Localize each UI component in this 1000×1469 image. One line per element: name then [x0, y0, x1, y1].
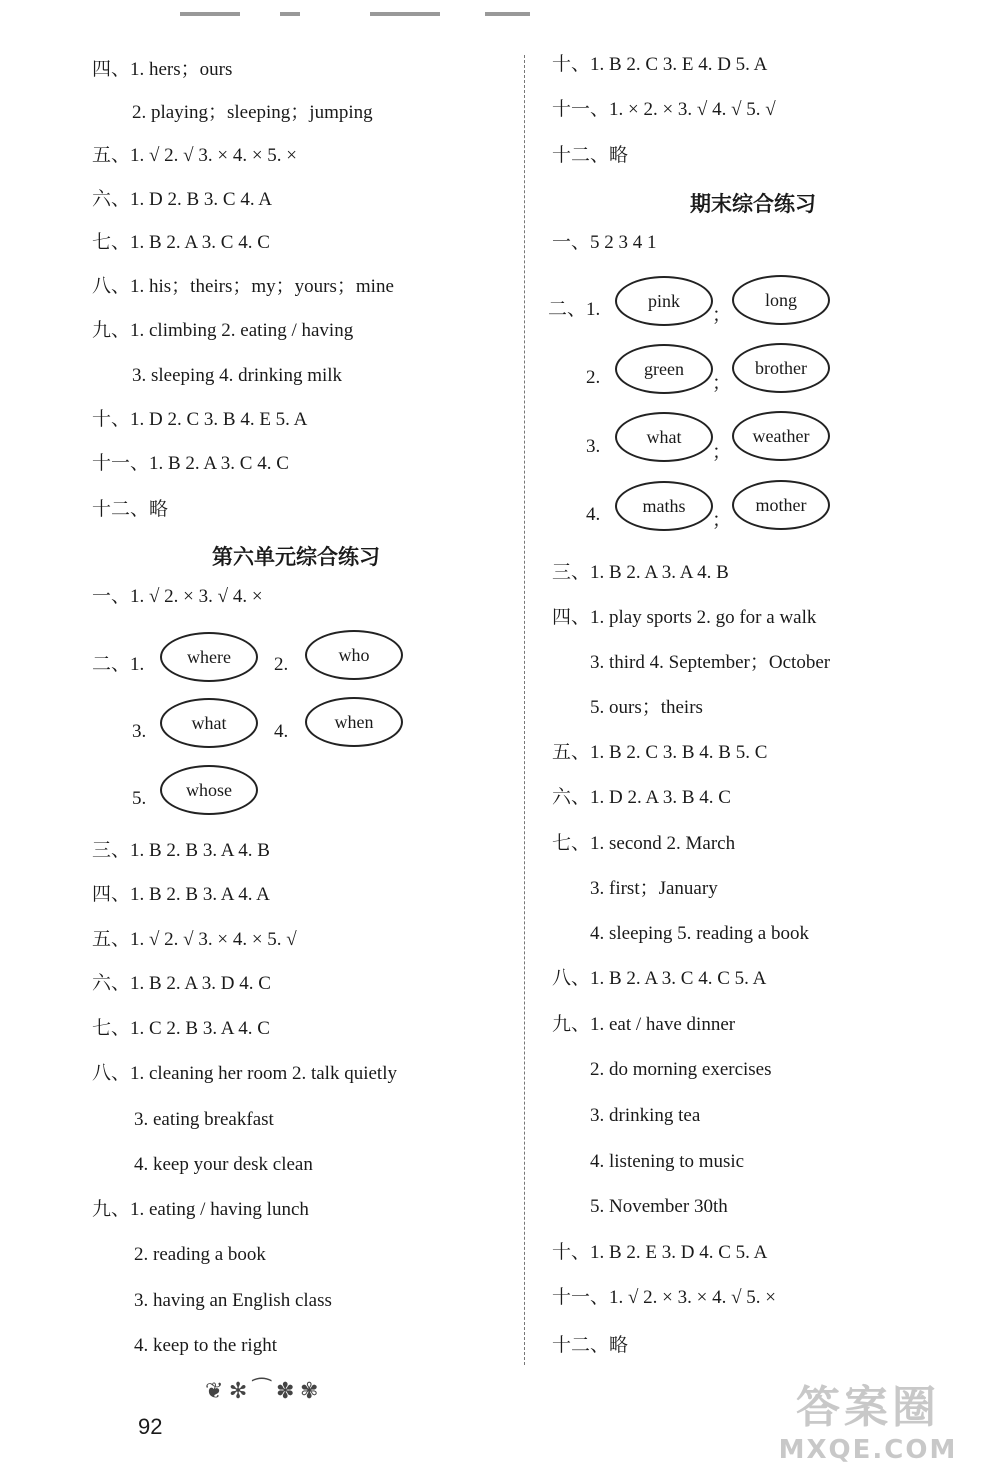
separator: ； — [712, 510, 732, 531]
circled-word: whose — [160, 765, 258, 815]
top-decoration — [370, 12, 440, 16]
answer-line: 十、1. B 2. E 3. D 4. C 5. A — [552, 1242, 768, 1263]
circled-word: maths — [615, 481, 713, 531]
separator: ； — [712, 305, 732, 326]
answer-line: 七、1. C 2. B 3. A 4. C — [92, 1018, 270, 1039]
answer-line: 3. third 4. September；October — [590, 652, 831, 673]
answer-line: 四、1. play sports 2. go for a walk — [552, 607, 817, 628]
answer-line: 九、1. climbing 2. eating / having — [92, 320, 354, 341]
circled-word: what — [160, 698, 258, 748]
answer-line: 4. sleeping 5. reading a book — [590, 923, 809, 944]
question-label: 二、1. — [548, 299, 601, 320]
answer-line: 3. sleeping 4. drinking milk — [132, 365, 343, 386]
answer-line: 五、1. B 2. C 3. B 4. B 5. C — [552, 742, 768, 763]
question-label: 4. — [274, 721, 289, 742]
watermark-url: MXQE.COM — [778, 1435, 958, 1465]
answer-line: 2. playing；sleeping；jumping — [132, 102, 373, 123]
section-title: 期末综合练习 — [690, 192, 816, 216]
watermark-title: 答案圈 — [796, 1382, 940, 1433]
question-label: 2. — [586, 367, 601, 388]
answer-line: 八、1. B 2. A 3. C 4. C 5. A — [552, 968, 767, 989]
answer-line: 八、1. cleaning her room 2. talk quietly — [92, 1063, 397, 1084]
answer-line: 2. reading a book — [134, 1244, 266, 1265]
answer-line: 5. ours；theirs — [590, 697, 703, 718]
answer-line: 九、1. eat / have dinner — [552, 1014, 736, 1035]
leaf-decoration-icon: ❦ ✻ ⁀ ✽ ✾ — [205, 1378, 319, 1403]
circled-word: who — [305, 630, 403, 680]
answer-line: 3. having an English class — [134, 1290, 332, 1311]
answer-line: 3. first；January — [590, 878, 718, 899]
answer-line: 四、1. B 2. B 3. A 4. A — [92, 884, 270, 905]
question-label: 4. — [586, 504, 601, 525]
answer-line: 六、1. B 2. A 3. D 4. C — [92, 973, 271, 994]
answer-line: 十、1. B 2. C 3. E 4. D 5. A — [552, 54, 768, 75]
answer-line: 六、1. D 2. B 3. C 4. A — [92, 189, 272, 210]
question-label: 5. — [132, 788, 147, 809]
circled-word: where — [160, 632, 258, 682]
answer-line: 3. eating breakfast — [134, 1109, 274, 1130]
question-label: 2. — [274, 654, 289, 675]
circled-word: green — [615, 344, 713, 394]
answer-line: 五、1. √ 2. √ 3. × 4. × 5. × — [92, 145, 298, 166]
answer-line: 十、1. D 2. C 3. B 4. E 5. A — [92, 409, 308, 430]
answer-line: 十一、1. × 2. × 3. √ 4. √ 5. √ — [552, 99, 776, 120]
answer-line: 一、1. √ 2. × 3. √ 4. × — [92, 586, 263, 607]
watermark — [748, 1371, 988, 1463]
answer-line: 3. drinking tea — [590, 1105, 701, 1126]
answer-line: 三、1. B 2. A 3. A 4. B — [552, 562, 729, 583]
answer-line: 八、1. his；theirs；my；yours；mine — [92, 276, 394, 297]
question-label: 3. — [586, 436, 601, 457]
answer-line: 九、1. eating / having lunch — [92, 1199, 309, 1220]
answer-line: 七、1. second 2. March — [552, 833, 736, 854]
circled-word: long — [732, 275, 830, 325]
question-label: 二、1. — [92, 654, 145, 675]
circled-word: what — [615, 412, 713, 462]
answer-line: 十二、略 — [552, 145, 629, 166]
top-decoration — [280, 12, 300, 16]
answer-line: 四、1. hers；ours — [92, 59, 233, 80]
answer-line: 十一、1. √ 2. × 3. × 4. √ 5. × — [552, 1287, 777, 1308]
circled-word: pink — [615, 276, 713, 326]
answer-line: 2. do morning exercises — [590, 1059, 772, 1080]
column-divider — [524, 55, 525, 1365]
answer-line: 六、1. D 2. A 3. B 4. C — [552, 787, 731, 808]
answer-line: 5. November 30th — [590, 1196, 728, 1217]
circled-word: when — [305, 697, 403, 747]
answer-line: 十一、1. B 2. A 3. C 4. C — [92, 453, 289, 474]
answer-line: 三、1. B 2. B 3. A 4. B — [92, 840, 270, 861]
circled-word: weather — [732, 411, 830, 461]
separator: ； — [712, 442, 732, 463]
separator: ； — [712, 373, 732, 394]
section-title: 第六单元综合练习 — [212, 545, 380, 569]
answer-line: 十二、略 — [92, 499, 169, 520]
circled-word: brother — [732, 343, 830, 393]
circled-word: mother — [732, 480, 830, 530]
answer-line: 七、1. B 2. A 3. C 4. C — [92, 232, 270, 253]
question-label: 3. — [132, 721, 147, 742]
page-number: 92 — [138, 1414, 163, 1439]
top-decoration — [180, 12, 240, 16]
answer-line: 五、1. √ 2. √ 3. × 4. × 5. √ — [92, 929, 297, 950]
answer-line: 4. listening to music — [590, 1151, 745, 1172]
top-decoration — [485, 12, 530, 16]
answer-line: 4. keep your desk clean — [134, 1154, 313, 1175]
answer-line: 一、5 2 3 4 1 — [552, 232, 657, 253]
answer-line: 十二、略 — [552, 1335, 629, 1356]
answer-line: 4. keep to the right — [134, 1335, 277, 1356]
